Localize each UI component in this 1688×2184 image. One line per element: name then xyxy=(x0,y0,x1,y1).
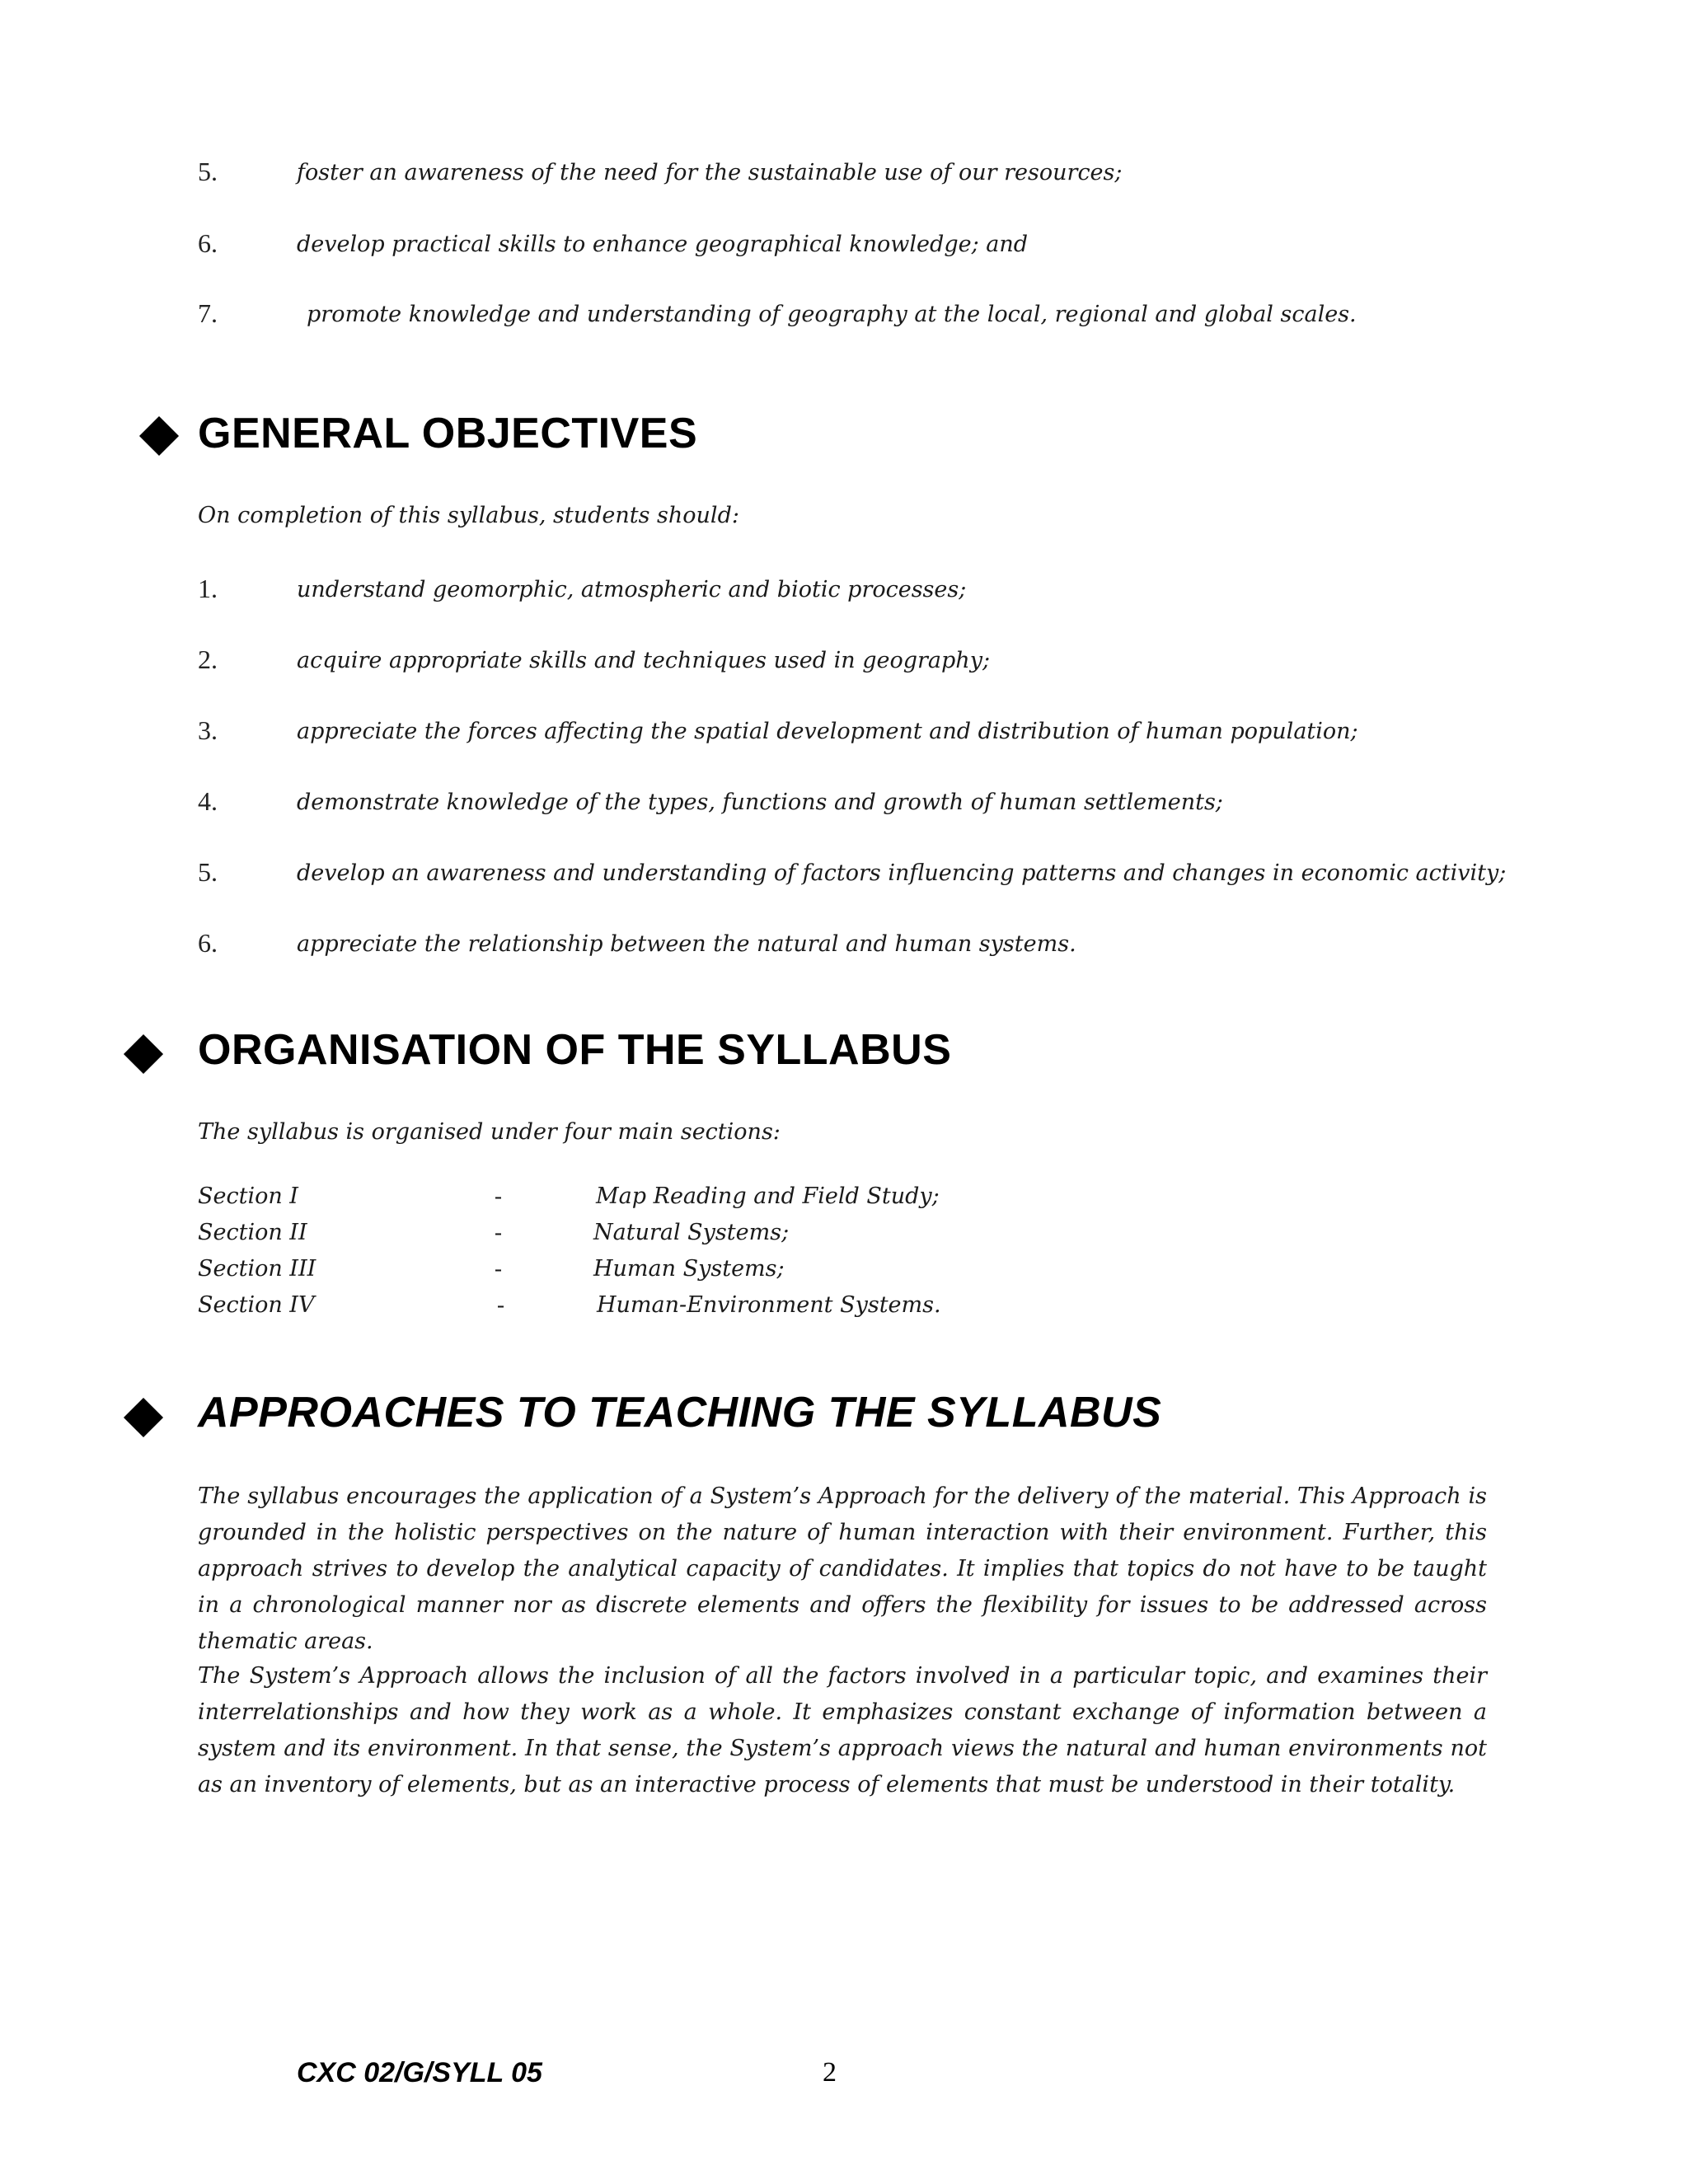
section-title: Natural Systems; xyxy=(593,1220,790,1245)
objective-number: 1. xyxy=(198,574,218,603)
section-name: Section II xyxy=(198,1220,307,1245)
diamond-bullet-icon xyxy=(139,416,179,456)
section-dash: - xyxy=(497,1292,504,1317)
objective-item xyxy=(0,928,1688,969)
section-title: Map Reading and Field Study; xyxy=(596,1183,940,1209)
page-number: 2 xyxy=(823,2057,837,2088)
aim-text: foster an awareness of the need for the sustainable use of our resources; xyxy=(297,160,1123,185)
section-title: Human Systems; xyxy=(593,1256,785,1282)
objective-number: 2. xyxy=(198,644,218,674)
section-name: Section IV xyxy=(198,1292,315,1318)
aim-item xyxy=(0,157,1688,198)
aim-number: 6. xyxy=(198,228,218,258)
objective-text: appreciate the relationship between the natural and human systems. xyxy=(297,931,1076,957)
section-dash: - xyxy=(495,1183,502,1208)
syllabus-section-row xyxy=(198,1256,1022,1292)
objective-text: develop an awareness and understanding of factors influencing patterns and changes in economic activity; xyxy=(297,860,1507,886)
objective-item xyxy=(0,715,1688,757)
aim-item xyxy=(0,298,1688,340)
objective-item xyxy=(0,574,1688,615)
section-dash: - xyxy=(495,1256,502,1281)
section-heading-approaches: APPROACHES TO TEACHING THE SYLLABUS xyxy=(198,1389,1162,1436)
objective-item xyxy=(0,857,1688,898)
syllabus-section-row xyxy=(198,1220,1022,1256)
section-dash: - xyxy=(495,1220,502,1244)
aim-item xyxy=(0,228,1688,269)
objective-text: understand geomorphic, atmospheric and biotic processes; xyxy=(297,577,967,602)
objective-text: appreciate the forces affecting the spatial development and distribution of human population; xyxy=(297,719,1358,744)
document-code: CXC 02/G/SYLL 05 xyxy=(297,2057,542,2088)
objective-number: 3. xyxy=(198,715,218,745)
section-title: Human-Environment Systems. xyxy=(597,1292,941,1318)
general-objectives-lead: On completion of this syllabus, students should: xyxy=(198,503,739,528)
diamond-bullet-icon xyxy=(124,1034,163,1074)
objective-text: acquire appropriate skills and techniques used in geography; xyxy=(297,648,991,673)
section-heading-general-objectives: GENERAL OBJECTIVES xyxy=(198,410,698,457)
objective-item xyxy=(0,786,1688,827)
objective-number: 5. xyxy=(198,857,218,887)
organisation-lead: The syllabus is organised under four main sections: xyxy=(198,1119,781,1145)
objective-number: 6. xyxy=(198,928,218,958)
approaches-paragraph: The System’s Approach allows the inclusion of all the factors involved in a particular topic, and examines their interrelationships and how they work as a whole. It emphasizes constant exchange of information between a system and its environment. In that sense, the System’s approach views the natural and human environments not as an inventory of elements, but as an interactive process of elements that must be understood in their totality. xyxy=(198,1663,1487,1797)
diamond-bullet-icon xyxy=(124,1398,163,1437)
objective-number: 4. xyxy=(198,786,218,816)
objective-item xyxy=(0,644,1688,686)
approaches-paragraph: The syllabus encourages the application of a System’s Approach for the delivery of the material. This Approach is grounded in the holistic perspectives on the nature of human interaction with their environment. Further, this approach strives to develop the analytical capacity of candidates. It implies that topics do not have to be taught in a chronological manner nor as discrete elements and offers the flexibility for issues to be addressed across thematic areas. xyxy=(198,1483,1487,1654)
aim-number: 7. xyxy=(198,298,218,328)
aim-text: promote knowledge and understanding of geography at the local, regional and global scales. xyxy=(307,302,1357,327)
aim-number: 5. xyxy=(198,157,218,186)
aim-text: develop practical skills to enhance geographical knowledge; and xyxy=(297,232,1029,257)
section-name: Section I xyxy=(198,1183,298,1209)
syllabus-section-row xyxy=(198,1292,1022,1329)
section-name: Section III xyxy=(198,1256,316,1282)
objective-text: demonstrate knowledge of the types, functions and growth of human settlements; xyxy=(297,790,1223,815)
syllabus-section-row xyxy=(198,1183,1022,1220)
section-heading-organisation: ORGANISATION OF THE SYLLABUS xyxy=(198,1026,952,1074)
